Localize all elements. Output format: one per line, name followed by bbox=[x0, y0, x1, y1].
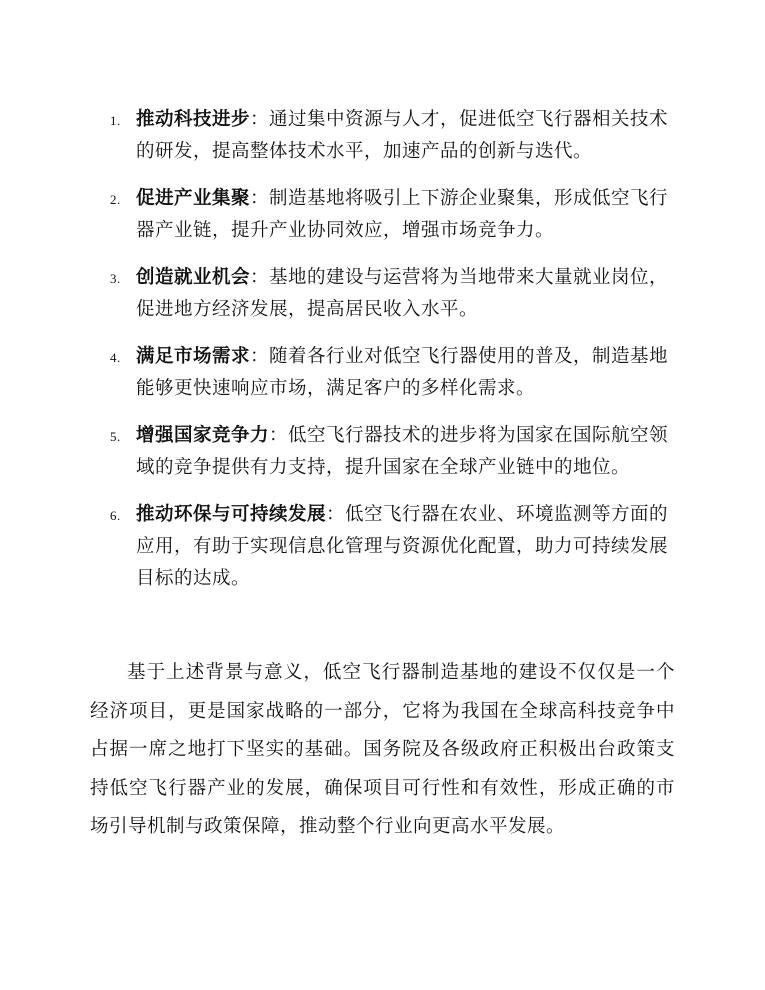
list-item-number: 1. bbox=[110, 113, 121, 128]
list-item bbox=[110, 262, 676, 326]
list-item-colon: ： bbox=[250, 188, 270, 209]
list-item-term: 推动环保与可持续发展 bbox=[136, 504, 327, 525]
list-item-colon: ： bbox=[250, 346, 270, 367]
list-item-number: 4. bbox=[110, 350, 121, 365]
list-item-colon: ： bbox=[269, 425, 289, 446]
list-item-number: 6. bbox=[110, 508, 121, 523]
list-item bbox=[110, 499, 676, 595]
body-paragraph: 基于上述背景与意义，低空飞行器制造基地的建设不仅仅是一个经济项目，更是国家战略的一部分，它将为我国在全球高科技竞争中占据一席之地打下坚实的基础。国务院及各级政府正积极出台政策支持低空飞行器产业的发展，确保项目可行性和有效性，形成正确的市场引导机制与政策保障，推动整个行业向更高水平发展。 bbox=[90, 662, 675, 837]
list-item-term: 创造就业机会 bbox=[136, 267, 251, 288]
list-item bbox=[110, 104, 676, 168]
list-item-number: 5. bbox=[110, 429, 121, 444]
list-item-number: 2. bbox=[110, 192, 121, 207]
list-item bbox=[110, 183, 676, 247]
list-item-colon: ： bbox=[326, 504, 346, 525]
list-item-term: 促进产业集聚 bbox=[136, 188, 251, 209]
list-item-text: 随着各行业对低空飞行器使用的普及，制造基地能够更快速响应市场，满足客户的多样化需求。 bbox=[136, 346, 669, 399]
list-item-colon: ： bbox=[250, 109, 270, 130]
list-item-text: 制造基地将吸引上下游企业聚集，形成低空飞行器产业链，提升产业协同效应，增强市场竞争力。 bbox=[136, 188, 669, 241]
list-item-text: 通过集中资源与人才，促进低空飞行器相关技术的研发，提高整体技术水平，加速产品的创新与迭代。 bbox=[136, 109, 669, 162]
list-item-colon: ： bbox=[250, 267, 270, 288]
list-item-term: 满足市场需求 bbox=[136, 346, 251, 367]
numbered-list bbox=[0, 104, 765, 610]
list-item-number: 3. bbox=[110, 271, 121, 286]
list-item bbox=[110, 420, 676, 484]
list-item bbox=[110, 341, 676, 405]
list-item-text: 基地的建设与运营将为当地带来大量就业岗位，促进地方经济发展，提高居民收入水平。 bbox=[136, 267, 669, 320]
list-item-term: 增强国家竞争力 bbox=[136, 425, 270, 446]
list-item-text: 低空飞行器技术的进步将为国家在国际航空领域的竞争提供有力支持，提升国家在全球产业链中的地位。 bbox=[136, 425, 669, 478]
list-item-text: 低空飞行器在农业、环境监测等方面的应用，有助于实现信息化管理与资源优化配置，助力可持续发展目标的达成。 bbox=[136, 504, 669, 589]
list-item-term: 推动科技进步 bbox=[136, 109, 251, 130]
